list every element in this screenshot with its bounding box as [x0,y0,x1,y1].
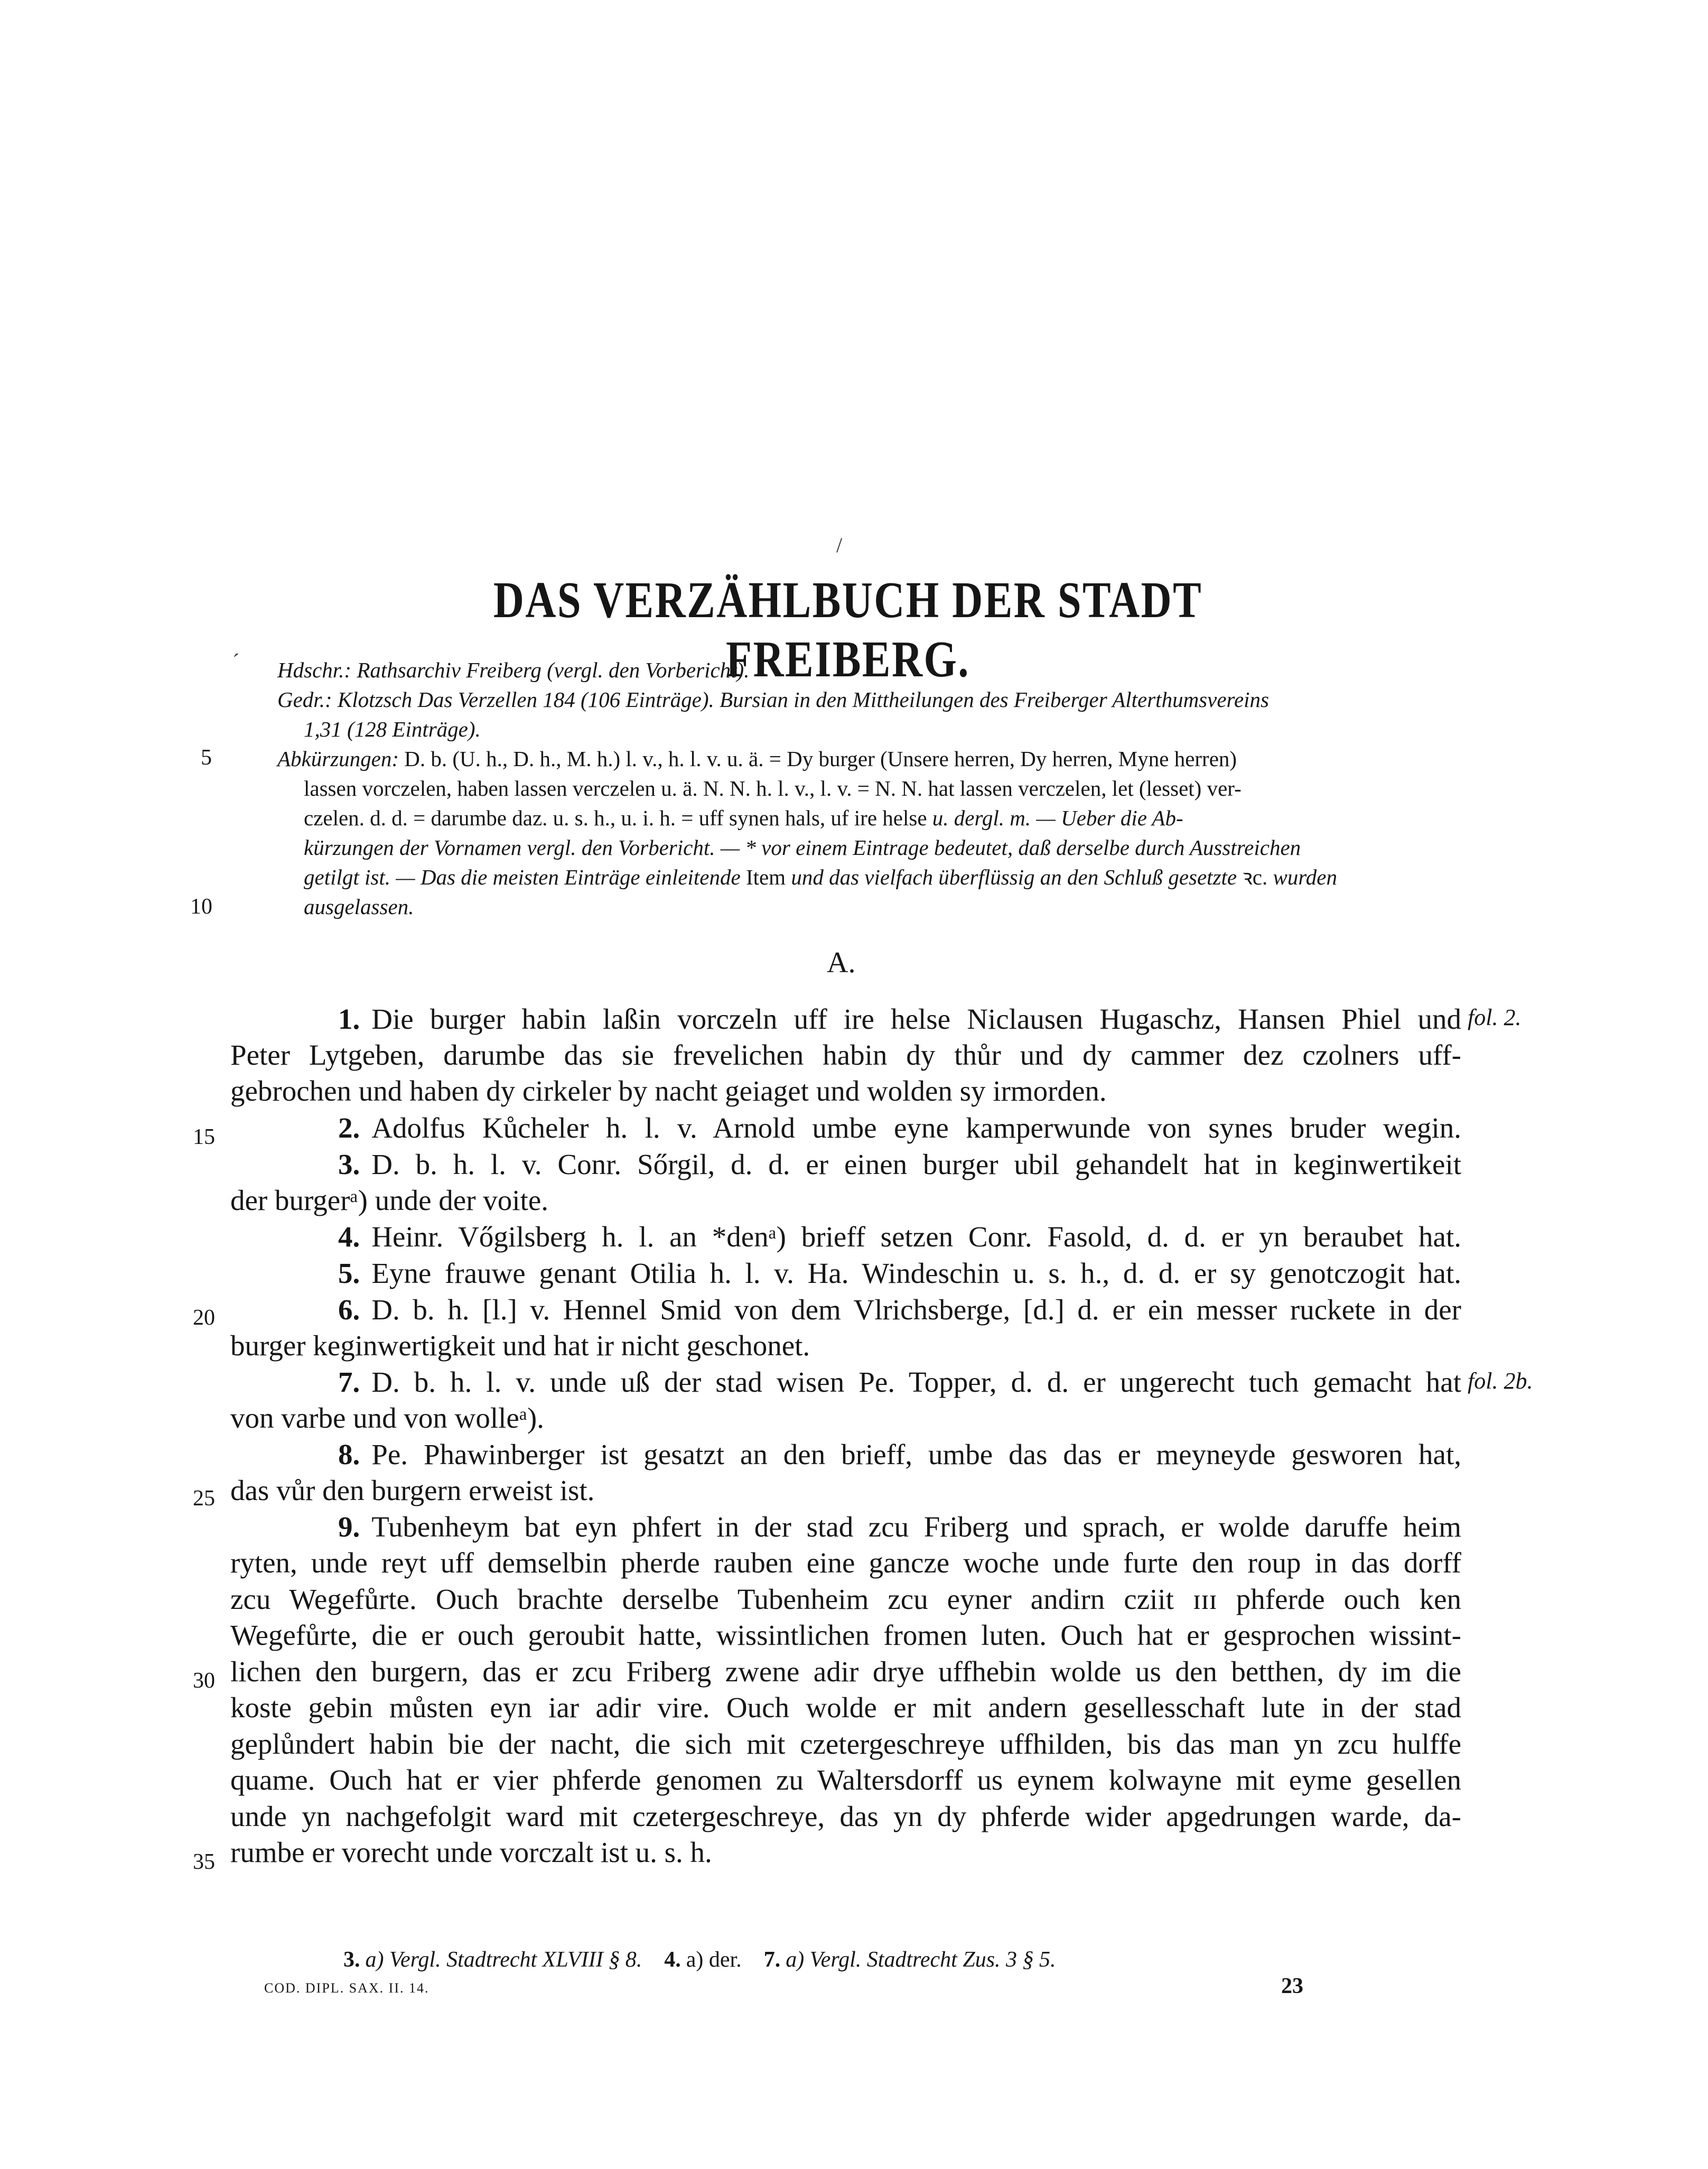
abk-line-4: kürzungen der Vornamen vergl. den Vorbericht. — * vor einem Eintrage bedeutet, daß derselbe durch Ausstreichen [304,835,1301,860]
entry-9-line-10: rumbe er vorecht unde vorczalt ist u. s. h. [230,1836,712,1868]
line-number: 10 [190,895,212,919]
entry-1-line-2: Peter Lytgeben, darumbe das sie frevelichen habin dy thůr und dy cammer dez czolners uff- [230,1039,1461,1071]
entry-9-line-4: Wegefůrte, die er ouch geroubit hatte, wissintlichen fromen luten. Ouch hat er gesprochen wissint- [230,1619,1461,1651]
entry-3-line-2: der burgerᵃ) unde der voite. [230,1184,548,1216]
pencil-tick-mark: / [836,533,843,557]
abk-line-6: ausgelassen. [304,895,414,919]
entry-4-line-1 [338,1219,1461,1255]
abk-line-5e: wurden [1273,865,1337,889]
entry-number: 6. [338,1293,360,1326]
abk-line-1: D. b. (U. h., D. h., M. h.) l. v., h. l. v. u. ä. = Dy burger (Unsere herren, Dy herren, Myne herren) [404,747,1237,771]
entry-9-line-7: geplůndert habin bie der nacht, die sich mit czetergeschreye uffhilden, bis das man yn zcu hulffe [230,1728,1461,1760]
footnote-text: a) der. [686,1948,742,1972]
entry-text: Pe. Phawinberger ist gesatzt an den brieff, umbe das das er meyneyde gesworen hat, [371,1438,1461,1470]
entry-6-line-1 [338,1292,1461,1328]
footnotes [343,1947,1056,1972]
gedr-text-2: 1,31 (128 Einträge). [304,717,481,741]
line-number: 35 [193,1850,215,1874]
entry-9-line-1 [338,1509,1461,1545]
pencil-tick-mark-intro: ˊ [232,649,240,673]
entry-2-line-1 [338,1110,1461,1146]
entry-7-line-1 [338,1364,1461,1400]
folio-note: fol. 2. [1468,1004,1522,1030]
hdschr-text: Rathsarchiv Freiberg (vergl. den Vorbericht). [357,658,750,682]
page-title: DAS VERZÄHLBUCH DER STADT FREIBERG. [493,572,1203,688]
gedr-text-1: Klotzsch Das Verzellen 184 (106 Einträge). Bursian in den Mittheilungen des Freiberger Alterthumsvereins [337,687,1270,712]
entry-9-line-5: lichen den burgern, das er zcu Friberg zwene adir drye uffhebin wolde us den betthen, dy im die [230,1655,1461,1688]
entry-number: 1. [338,1003,360,1035]
entry-7-line-2: von varbe und von wolleᵃ). [230,1402,544,1434]
abk-line-5a: getilgt ist. — Das die meisten Einträge einleitende [304,865,741,889]
line-number: 5 [201,746,212,770]
footnote-ref: 7. [763,1948,781,1972]
footnote-ref: 4. [664,1948,681,1972]
abk-line-3b: u. dergl. m. — Ueber die Ab- [932,806,1183,830]
entry-9-line-3: zcu Wegefůrte. Ouch brachte derselbe Tubenheim zcu eyner andirn cziit ɪɪɪ phferde ouch ken [230,1583,1461,1615]
abk-line-3 [304,803,1461,833]
entry-number: 3. [338,1148,360,1180]
footnote-text: a) Vergl. Stadtrecht Zus. 3 § 5. [786,1948,1056,1972]
entry-3-line-1 [338,1147,1461,1183]
abk-line-5b: Item [745,865,786,889]
gedr-label: Gedr.: [277,687,332,712]
page-number: 23 [1281,1974,1303,1998]
volume-signature: COD. DIPL. SAX. II. 14. [264,1980,430,1996]
entry-text: Heinr. Vőgilsberg h. l. an *denᵃ) brieff setzen Conr. Fasold, d. d. er yn beraubet hat. [371,1221,1461,1253]
entry-number: 8. [338,1438,360,1470]
intro-hdschr [277,655,1461,685]
entry-5-line-1 [338,1255,1461,1291]
entry-text: D. b. h. l. v. unde uß der stad wisen Pe. Topper, d. d. er ungerecht tuch gemacht hat [371,1366,1461,1398]
abk-line-3a: czelen. d. d. = darumbe daz. u. s. h., u. i. h. = uff synen hals, uf ire helse [304,806,927,830]
entry-number: 4. [338,1221,360,1253]
entry-number: 2. [338,1112,360,1144]
entry-8-line-1 [338,1437,1461,1473]
footnote-ref: 3. [343,1948,360,1972]
entry-6-line-2: burger keginwertigkeit und hat ir nicht geschonet. [230,1329,810,1362]
entry-1-line-3: gebrochen und haben dy cirkeler by nacht geiaget und wolden sy irmorden. [230,1075,1107,1107]
footnote-text: a) Vergl. Stadtrecht XLVIII § 8. [365,1948,642,1972]
entry-text: D. b. h. l. v. Conr. Sőrgil, d. d. er einen burger ubil gehandelt hat in keginwertikeit [371,1148,1461,1180]
entry-text: D. b. h. [l.] v. Hennel Smid von dem Vlrichsberge, [d.] d. er ein messer ruckete in der [371,1293,1461,1326]
line-number: 25 [193,1486,215,1511]
entry-number: 5. [338,1257,360,1289]
entry-8-line-2: das vůr den burgern erweist ist. [230,1474,595,1506]
entry-text: Adolfus Kůcheler h. l. v. Arnold umbe eyne kamperwunde von synes bruder wegin. [371,1112,1461,1144]
abk-line-5 [304,862,1461,892]
folio-note: fol. 2b. [1468,1368,1533,1394]
line-number: 20 [193,1306,215,1330]
line-number: 15 [193,1125,215,1149]
entry-text: Eyne frauwe genant Otilia h. l. v. Ha. Windeschin u. s. h., d. d. er sy genotczogit hat. [371,1257,1461,1289]
line-number: 30 [193,1669,215,1693]
hdschr-label: Hdschr.: [277,658,352,682]
entry-text: Tubenheym bat eyn phfert in der stad zcu Friberg und sprach, er wolde daruffe heim [371,1511,1461,1543]
section-heading: A. [827,946,856,979]
entry-9-line-2: ryten, unde reyt uff demselbin pherde rauben eine gancze woche unde furte den roup in das dorff [230,1547,1461,1579]
abk-label: Abkürzungen: [277,747,399,771]
entry-text: Die burger habin laßin vorczeln uff ire helse Niclausen Hugaschz, Hansen Phiel und [371,1003,1461,1035]
intro-abk [277,744,1461,774]
entry-9-line-8: quame. Ouch hat er vier phferde genomen zu Waltersdorff us eynem kolwayne mit eyme gesellen [230,1764,1461,1796]
entry-number: 7. [338,1366,360,1398]
intro-gedr [277,685,1461,714]
abk-line-5d: ꝛc. [1242,865,1268,889]
entry-9-line-6: koste gebin můsten eyn iar adir vire. Ouch wolde er mit andern gesellesschaft lute in der stad [230,1691,1461,1724]
abk-line-5c: und das vielfach überflüssig an den Schluß gesetzte [791,865,1237,889]
entry-9-line-9: unde yn nachgefolgit ward mit czetergeschreye, das yn dy phferde wider apgedrungen warde, da- [230,1800,1461,1832]
entry-number: 9. [338,1511,360,1543]
abk-line-2: lassen vorczelen, haben lassen verczelen u. ä. N. N. h. l. v., l. v. = N. N. hat lassen verczelen, let (lesset) ver- [304,776,1242,800]
entry-1-line-1 [338,1001,1461,1037]
